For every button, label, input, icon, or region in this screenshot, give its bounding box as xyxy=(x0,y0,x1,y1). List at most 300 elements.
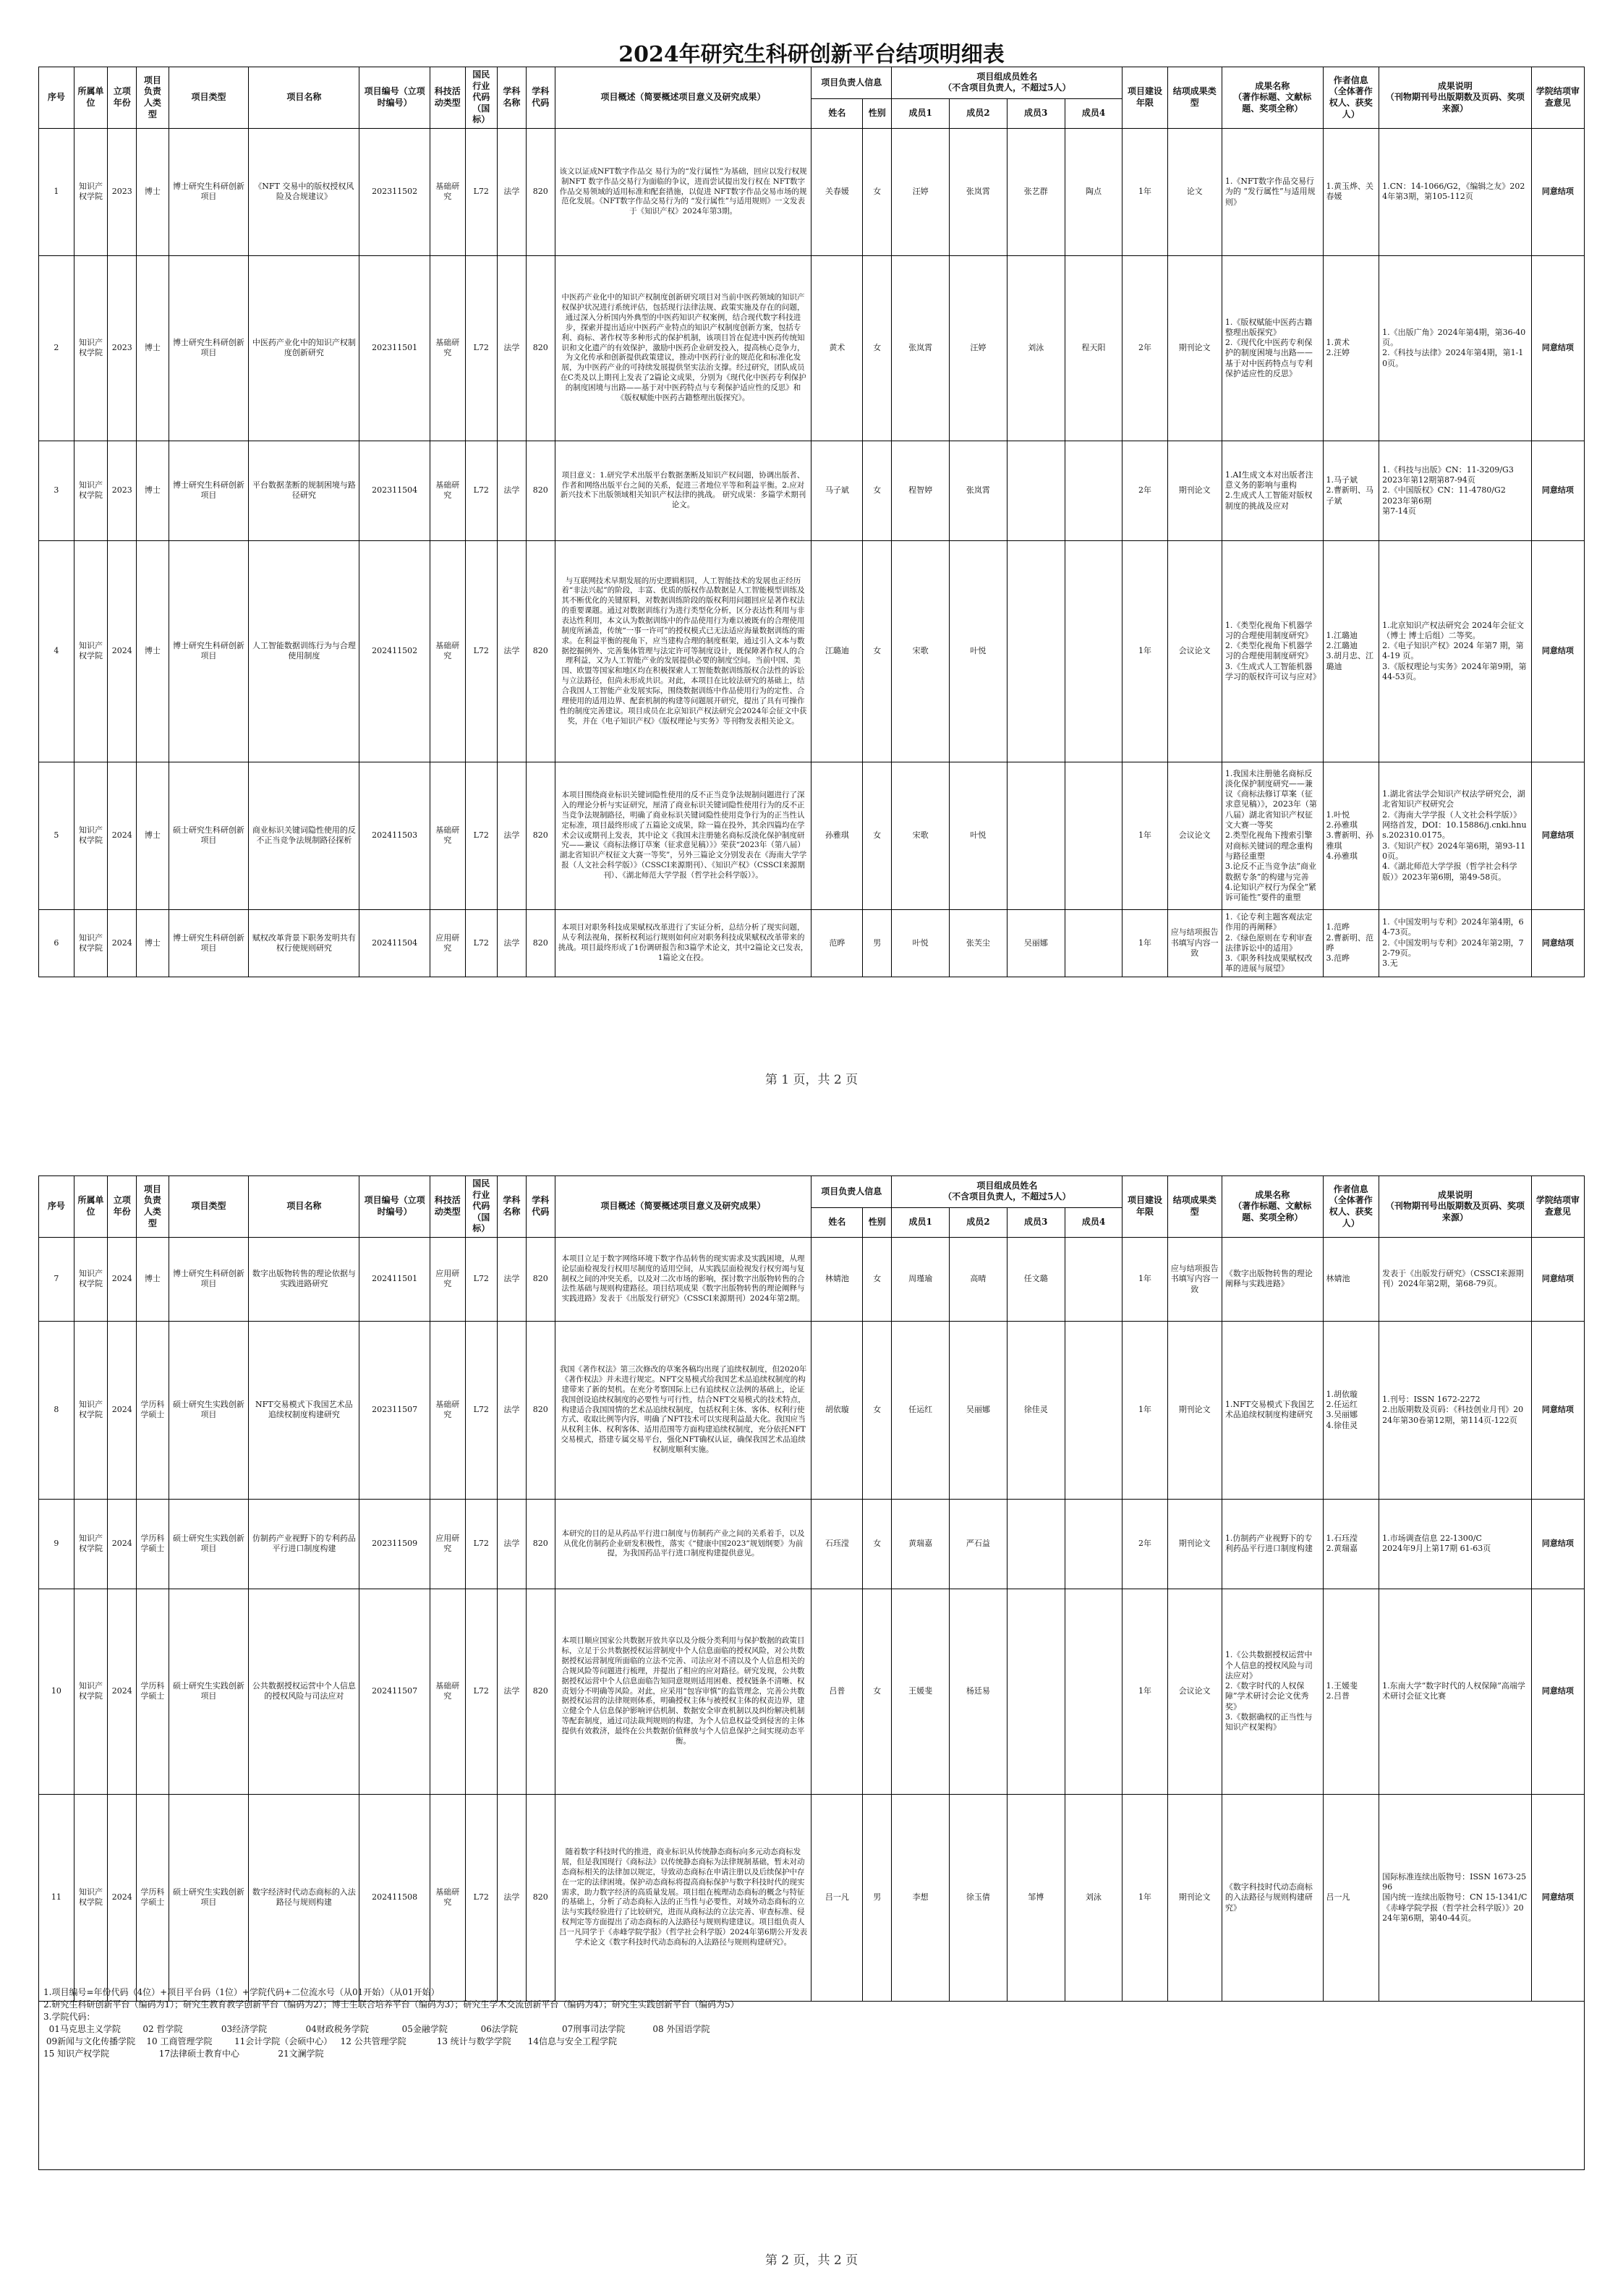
member-2-cell: 高晴 xyxy=(950,1237,1008,1321)
result-type-cell: 期刊论文 xyxy=(1167,1321,1222,1499)
member-2-cell: 张岚霄 xyxy=(950,128,1008,255)
unit-cell: 知识产权学院 xyxy=(74,1794,108,2001)
national-code-cell: L72 xyxy=(465,1237,497,1321)
period-cell: 1年 xyxy=(1123,1589,1167,1794)
header-project-code: 项目编号（立项时编号） xyxy=(359,1176,430,1238)
header-leader-info: 项目负责人信息 xyxy=(812,67,892,99)
project-code-cell: 202411502 xyxy=(359,540,430,762)
project-code-cell: 202311502 xyxy=(359,128,430,255)
member-3-cell xyxy=(1007,441,1065,540)
member-4-cell xyxy=(1065,1321,1123,1499)
member-3-cell: 任文璐 xyxy=(1007,1237,1065,1321)
member-3-cell: 张艺群 xyxy=(1007,128,1065,255)
project-type-cell: 博士研究生科研创新项目 xyxy=(169,441,249,540)
table-row xyxy=(39,441,1585,540)
member-4-cell: 刘泳 xyxy=(1065,1794,1123,2001)
result-type-cell: 期刊论文 xyxy=(1167,1794,1222,2001)
project-type-cell: 硕士研究生实践创新项目 xyxy=(169,1794,249,2001)
member-1-cell: 任运红 xyxy=(892,1321,950,1499)
page-number-1: 第 1 页，共 2 页 xyxy=(764,1073,859,1087)
header-author: 作者信息 （全体著作权人、获奖人） xyxy=(1323,67,1379,129)
gender-cell: 男 xyxy=(863,909,892,977)
seq-cell: 6 xyxy=(39,909,74,977)
subject-code-cell: 820 xyxy=(526,1237,555,1321)
header-period: 项目建设年限 xyxy=(1123,1176,1167,1238)
seq-cell: 9 xyxy=(39,1499,74,1589)
summary-cell: 本项目立足于数字网络环境下数字作品转售的现实需求及实践困境，从理论层面检视发行权用尽制度的适用空间，从实践层面检视发行权穷竭与复制权之间的冲突关系，以及对二次市场的影响，探讨数字出版物转售的合法性基础与规则构建路径。项目结项成果《数字出版物转售的理论阐释与实践进路》发表于《出版发行研究》（CSSCI来源期刊）2024年第2期。 xyxy=(555,1237,812,1321)
summary-cell: 项目意义：1.研究学术出版平台数据垄断及知识产权问题，协调出版者、作者和网络出版平台之间的关系，促进三者地位平等和利益平衡。2.应对新兴技术下出版领域相关知识产权法律的挑战。 研究成果：多篇学术期刊论文。 xyxy=(555,441,812,540)
research-type-cell: 基础研究 xyxy=(430,1794,465,2001)
year-cell: 2024 xyxy=(108,1794,137,2001)
gender-cell: 男 xyxy=(863,1794,892,2001)
member-3-cell: 刘泳 xyxy=(1007,255,1065,441)
header-leader-type: 项目负责人类型 xyxy=(137,1176,169,1238)
member-3-cell: 吴丽娜 xyxy=(1007,909,1065,977)
subject-code-cell: 820 xyxy=(526,762,555,909)
year-cell: 2024 xyxy=(108,1589,137,1794)
leader-type-cell: 博士 xyxy=(137,540,169,762)
member-3-cell xyxy=(1007,762,1065,909)
period-cell: 1年 xyxy=(1123,1794,1167,2001)
author-cell: 1.黄玉烨、关春媛 xyxy=(1323,128,1379,255)
table-row xyxy=(39,1589,1585,1794)
review-cell: 同意结项 xyxy=(1531,1237,1584,1321)
national-code-cell: L72 xyxy=(465,1794,497,2001)
summary-cell: 本项目顺应国家公共数据开放共享以及分级分类利用与保护数据的政策目标，立足于公共数据授权运营制度中个人信息面临的授权风险，对公共数据授权运营制度所面临的立法不完善、司法应对不清以及个人信息相关的合规风险等问题进行梳理，并提出了相应的应对路径。研究发现，公共数据授权运营中个人信息面临告知同意规则适用困难、授权链条不清晰、权责划分不明确等风险。对此，应采用“包容审慎”的监管理念，完善公共数据授权运营的法律规则体系，明确授权主体与被授权主体的权责边界，建立健全个人信息保护影响评估机制、数据安全审查机制以及纠纷解决机制等配套制度，通过司法裁判规则的构建，为个人信息权益受到侵害的主体提供有效救济，最终在公共数据价值释放与个人信息保护之间实现动态平衡。 xyxy=(555,1589,812,1794)
subject-code-cell: 820 xyxy=(526,255,555,441)
member-2-cell: 叶悦 xyxy=(950,762,1008,909)
leader-type-cell: 学历科学硕士 xyxy=(137,1499,169,1589)
review-cell: 同意结项 xyxy=(1531,1321,1584,1499)
subject-name-cell: 法学 xyxy=(497,762,526,909)
table-page-2 xyxy=(38,1175,1585,2002)
national-code-cell: L72 xyxy=(465,1589,497,1794)
research-type-cell: 基础研究 xyxy=(430,128,465,255)
subject-code-cell: 820 xyxy=(526,1321,555,1499)
notes-box: 1.项目编号=年份代码（4位）+项目平台码（1位）+学院代码+二位流水号（从01开始）（从01开始） 2.研究生科研创新平台（编码为1）；研究生教育教学创新平台（编码为2）；博士生联合培养平台（编码为3）；研究生学术交流创新平台（编码为4）；研究生实践创新平台（编码为5） 3.学院代码： 01马克思主义学院 02 哲学院 03经济学院 04财政税务学院 05金融学院 06法学院 07刑事司法学院 08 外国语学院 09新闻与文化传播学院 10 工商管理学院 11会计学院（会硕中心） 12 公共管理学院 13 统计与数学学院 14信息与安全工程学院 15 知识产权学院 17法律硕士教育中心 21文澜学院 xyxy=(38,1981,1585,2170)
header-year: 立项年份 xyxy=(108,1176,137,1238)
national-code-cell: L72 xyxy=(465,128,497,255)
leader-type-cell: 博士 xyxy=(137,441,169,540)
project-type-cell: 硕士研究生实践创新项目 xyxy=(169,1321,249,1499)
subject-code-cell: 820 xyxy=(526,909,555,977)
project-code-cell: 202311509 xyxy=(359,1499,430,1589)
period-cell: 1年 xyxy=(1123,128,1167,255)
header-member-4: 成员4 xyxy=(1065,1207,1123,1237)
header-national-code: 国民行业代码（国标） xyxy=(465,1176,497,1238)
result-name-cell: 1.《NFT数字作品交易行为的 “发行属性”与适用规则》 xyxy=(1222,128,1323,255)
result-type-cell: 会议论文 xyxy=(1167,540,1222,762)
member-1-cell: 王媛斐 xyxy=(892,1589,950,1794)
header-year: 立项年份 xyxy=(108,67,137,129)
summary-cell: 本项目围绕商业标识关键词隐性使用的反不正当竞争法规制问题进行了深入的理论分析与实证研究，厘清了商业标识关键词隐性使用行为的反不正当竞争法规制路径，明确了商业标识关键词隐性使用竞争行为的正当性认定标准，项目最终形成了五篇论文成果，除一篇在投外，其余四篇均在学术会议或期刊上发表，其中论文《我国未注册驰名商标反淡化保护制度研究——兼议《商标法修订草案（征求意见稿）》》荣获“2023年（第八届）湖北省知识产权征文大赛一等奖”，另外三篇论文分别发表在《海南大学学报（人文社会科学版）》（CSSCI来源期刊）、《知识产权》（CSSCI来源期刊）、《湖北师范大学学报（哲学社会科学版）》。 xyxy=(555,762,812,909)
member-2-cell: 徐玉倩 xyxy=(950,1794,1008,2001)
result-name-cell: 1.AI生成文本对出版者注意义务的影响与重构 2.生成式人工智能对版权制度的挑战及应对 xyxy=(1222,441,1323,540)
result-name-cell: 1.仿制药产业视野下的专利药品平行进口制度构建 xyxy=(1222,1499,1323,1589)
project-type-cell: 硕士研究生实践创新项目 xyxy=(169,1499,249,1589)
table-row xyxy=(39,1237,1585,1321)
research-type-cell: 基础研究 xyxy=(430,1589,465,1794)
subject-name-cell: 法学 xyxy=(497,255,526,441)
unit-cell: 知识产权学院 xyxy=(74,255,108,441)
gender-cell: 女 xyxy=(863,1321,892,1499)
table-row xyxy=(39,1794,1585,2001)
period-cell: 2年 xyxy=(1123,441,1167,540)
header-result-name: 成果名称 （著作标题、文献标题、奖项全称） xyxy=(1222,67,1323,129)
header-project-code: 项目编号（立项时编号） xyxy=(359,67,430,129)
author-cell: 1.黄术 2.汪婷 xyxy=(1323,255,1379,441)
table-page-1 xyxy=(38,67,1585,977)
member-1-cell: 黄瑞嘉 xyxy=(892,1499,950,1589)
seq-cell: 5 xyxy=(39,762,74,909)
leader-name-cell: 吕普 xyxy=(812,1589,863,1794)
header-result-note: 成果说明 （刊物期刊号出版期数及页码、奖项来源） xyxy=(1379,1176,1532,1238)
national-code-cell: L72 xyxy=(465,1499,497,1589)
member-4-cell xyxy=(1065,1237,1123,1321)
member-3-cell: 徐佳灵 xyxy=(1007,1321,1065,1499)
table-row xyxy=(39,1321,1585,1499)
header-subject-code: 学科代码 xyxy=(526,67,555,129)
leader-name-cell: 黄术 xyxy=(812,255,863,441)
summary-cell: 本研究的目的是从药品平行进口制度与仿制药产业之间的关系着手，以及从优化仿制药企业研发积极性，落实《“健康中国2023”规划纲要》为前提，为我国药品平行进口制度构建提供意见。 xyxy=(555,1499,812,1589)
project-type-cell: 博士研究生科研创新项目 xyxy=(169,128,249,255)
project-name-cell: 中医药产业化中的知识产权制度创新研究 xyxy=(249,255,359,441)
project-name-cell: 仿制药产业视野下的专利药品平行进口制度构建 xyxy=(249,1499,359,1589)
header-project-type: 项目类型 xyxy=(169,67,249,129)
summary-cell: 随着数字科技时代的推进，商业标识从传统静态商标向多元动态商标发展，但是我国现行《商标法》以传统静态商标为法律规制基础，暂未对动态商标相关的法律加以规定，导致动态商标在申请注册以及后续保护中存在一定的法律困境。保护动态商标将提高商标保护与数字科技时代的现实需求，助力数字经济的高质量发展。项目组在梳理动态商标的概念与特征的基础上，分析了动态商标入法的正当性与必要性，对域外动态商标的立法与实践经验进行了比较研究，进而从商标法的立法完善、审查标准、侵权判定等方面提出了动态商标的入法路径与规则构建建议。项目组负责人吕一凡同学于《赤峰学院学报》（哲学社会科学版）2024年第6期公开发表学术论文《数字科技时代动态商标的入法路径与规则构建研究》。 xyxy=(555,1794,812,2001)
year-cell: 2024 xyxy=(108,1321,137,1499)
header-leader-type: 项目负责人类型 xyxy=(137,67,169,129)
header-result-type: 结项成果类型 xyxy=(1167,1176,1222,1238)
review-cell: 同意结项 xyxy=(1531,1794,1584,2001)
period-cell: 1年 xyxy=(1123,1321,1167,1499)
result-note-cell: 国际标准连续出版物号：ISSN 1673-2596 国内统一连续出版物号：CN 15-1341/C 《赤峰学院学报（哲学社会科学版）》2024年第6期，第40-44页。 xyxy=(1379,1794,1532,2001)
project-code-cell: 202411508 xyxy=(359,1794,430,2001)
year-cell: 2024 xyxy=(108,909,137,977)
summary-cell: 与互联网技术早期发展的历史逻辑相同，人工智能技术的发展也正经历着“非法兴起”的阶段，丰富、优质的版权作品数据是人工智能模型训练及其不断优化的关键原料，对数据训练阶段的版权利用问题回应是著作权法的重要课题。通过对数据训练行为进行类型化分析，区分表达性利用与非表达性利用，本文认为数据训练中的作品使用行为难以被既有的合理使用制度所涵盖，传统“一事一许可”的授权模式已无法适应海量数据训练的需求。在利益平衡的视角下，应当建构合理的制度框架，通过引入文本与数据挖掘例外、完善集体管理与法定许可等制度设计，既保障著作权人的合理利益，又为人工智能产业的发展提供必要的制度空间。当前中国、美国、欧盟等国家和地区均在积极探索人工智能数据训练版权合法性的诉讼与立法路径，但尚未形成共识。对此，本项目在比较法研究的基础上，结合我国人工智能产业发展实际，围绕数据训练中作品使用行为的定性、合理使用的适用边界、配套机制的构建等问题展开研究，提出了具有可操作性的制度完善建议。项目成员在北京知识产权法研究会2024年会征文中获奖，并在《电子知识产权》《版权理论与实务》等刊物发表相关论文。 xyxy=(555,540,812,762)
author-cell: 1.王媛斐 2.吕普 xyxy=(1323,1589,1379,1794)
unit-cell: 知识产权学院 xyxy=(74,540,108,762)
seq-cell: 4 xyxy=(39,540,74,762)
result-type-cell: 期刊论文 xyxy=(1167,255,1222,441)
member-2-cell: 吴丽娜 xyxy=(950,1321,1008,1499)
national-code-cell: L72 xyxy=(465,255,497,441)
member-4-cell xyxy=(1065,762,1123,909)
period-cell: 2年 xyxy=(1123,1499,1167,1589)
header-member-3: 成员3 xyxy=(1007,98,1065,128)
page-title: 2024年研究生科研创新平台结项明细表 xyxy=(618,42,1005,67)
result-name-cell: 1.NFT交易模式下我国艺术品追续权制度构建研究 xyxy=(1222,1321,1323,1499)
project-name-cell: 人工智能数据训练行为与合理使用制度 xyxy=(249,540,359,762)
subject-name-cell: 法学 xyxy=(497,1499,526,1589)
unit-cell: 知识产权学院 xyxy=(74,762,108,909)
year-cell: 2023 xyxy=(108,128,137,255)
header-seq: 序号 xyxy=(39,67,74,129)
member-1-cell: 宋歌 xyxy=(892,762,950,909)
result-type-cell: 期刊论文 xyxy=(1167,1499,1222,1589)
summary-cell: 本项目对职务科技成果赋权改革进行了实证分析，总结分析了现实问题，从专利法视角，探析权利运行规则如何应对职务科技成果赋权改革带来的挑战。项目最终形成了1份调研报告和3篇学术论文，其中2篇论文已发表，1篇论文在投。 xyxy=(555,909,812,977)
leader-name-cell: 林婧池 xyxy=(812,1237,863,1321)
leader-type-cell: 博士 xyxy=(137,255,169,441)
review-cell: 同意结项 xyxy=(1531,909,1584,977)
project-type-cell: 博士研究生科研创新项目 xyxy=(169,255,249,441)
result-note-cell: 1.《出版广角》2024年第4期，第36-40页。 2.《科技与法律》2024年第4期，第1-10页。 xyxy=(1379,255,1532,441)
result-name-cell: 1.《公共数据授权运营中个人信息的授权风险与司法应对》 2.《数字时代的人权保障”学术研讨会论文优秀奖》 3.《数据确权的正当性与知识产权架构》 xyxy=(1222,1589,1323,1794)
review-cell: 同意结项 xyxy=(1531,1589,1584,1794)
leader-type-cell: 博士 xyxy=(137,128,169,255)
member-3-cell xyxy=(1007,1589,1065,1794)
project-name-cell: 平台数据垄断的规制困境与路径研究 xyxy=(249,441,359,540)
header-member-1: 成员1 xyxy=(892,1207,950,1237)
header-members: 项目组成员姓名 （不含项目负责人，不超过5人） xyxy=(892,1176,1123,1208)
header-review: 学院结项审查意见 xyxy=(1531,67,1584,129)
subject-name-cell: 法学 xyxy=(497,1794,526,2001)
author-cell: 1.叶悦 2.孙雅琪 3.曹新明、孙雅琪 4.孙雅琪 xyxy=(1323,762,1379,909)
subject-code-cell: 820 xyxy=(526,1589,555,1794)
project-type-cell: 硕士研究生科研创新项目 xyxy=(169,762,249,909)
header-member-2: 成员2 xyxy=(950,1207,1008,1237)
research-type-cell: 应用研究 xyxy=(430,1237,465,1321)
member-1-cell: 程智婷 xyxy=(892,441,950,540)
member-4-cell: 陶点 xyxy=(1065,128,1123,255)
project-code-cell: 202411501 xyxy=(359,1237,430,1321)
gender-cell: 女 xyxy=(863,255,892,441)
result-type-cell: 应与结项报告书填写内容一致 xyxy=(1167,909,1222,977)
unit-cell: 知识产权学院 xyxy=(74,1237,108,1321)
seq-cell: 10 xyxy=(39,1589,74,1794)
research-type-cell: 应用研究 xyxy=(430,1499,465,1589)
research-type-cell: 应用研究 xyxy=(430,909,465,977)
member-3-cell xyxy=(1007,1499,1065,1589)
member-1-cell: 汪婷 xyxy=(892,128,950,255)
project-type-cell: 硕士研究生实践创新项目 xyxy=(169,1589,249,1794)
header-leader-info: 项目负责人信息 xyxy=(812,1176,892,1208)
leader-type-cell: 学历科学硕士 xyxy=(137,1321,169,1499)
header-result-name: 成果名称 （著作标题、文献标题、奖项全称） xyxy=(1222,1176,1323,1238)
review-cell: 同意结项 xyxy=(1531,540,1584,762)
leader-type-cell: 博士 xyxy=(137,909,169,977)
gender-cell: 女 xyxy=(863,762,892,909)
national-code-cell: L72 xyxy=(465,1321,497,1499)
header-member-2: 成员2 xyxy=(950,98,1008,128)
project-name-cell: 数字经济时代动态商标的入法路径与规则构建 xyxy=(249,1794,359,2001)
member-3-cell xyxy=(1007,540,1065,762)
period-cell: 2年 xyxy=(1123,255,1167,441)
result-note-cell: 1.CN：14-1066/G2，《编辑之友》2024年第3期，第105-112页 xyxy=(1379,128,1532,255)
subject-name-cell: 法学 xyxy=(497,441,526,540)
project-code-cell: 202311507 xyxy=(359,1321,430,1499)
unit-cell: 知识产权学院 xyxy=(74,1321,108,1499)
leader-name-cell: 江璐迪 xyxy=(812,540,863,762)
result-type-cell: 应与结项报告书填写内容一致 xyxy=(1167,1237,1222,1321)
project-name-cell: NFT交易模式下我国艺术品追续权制度构建研究 xyxy=(249,1321,359,1499)
member-2-cell: 严石益 xyxy=(950,1499,1008,1589)
seq-cell: 3 xyxy=(39,441,74,540)
header-subject-code: 学科代码 xyxy=(526,1176,555,1238)
subject-code-cell: 820 xyxy=(526,441,555,540)
header-name: 姓名 xyxy=(812,98,863,128)
header-summary: 项目概述（简要概述项目意义及研究成果） xyxy=(555,1176,812,1238)
table-row xyxy=(39,540,1585,762)
leader-type-cell: 博士 xyxy=(137,1237,169,1321)
member-1-cell: 张岚霄 xyxy=(892,255,950,441)
national-code-cell: L72 xyxy=(465,909,497,977)
header-project-name: 项目名称 xyxy=(249,1176,359,1238)
project-name-cell: 《NFT 交易中的版权授权风险及合规建议》 xyxy=(249,128,359,255)
header-unit: 所属单位 xyxy=(74,1176,108,1238)
result-note-cell: 1.北京知识产权法研究会 2024年会征文（博士 博士后组）二等奖。 2.《电子知识产权》2024 年第7 期，第 4-19 页。 3.《版权理论与实务》2024年第9期，第44-53页。 xyxy=(1379,540,1532,762)
member-4-cell xyxy=(1065,909,1123,977)
leader-name-cell: 胡依璇 xyxy=(812,1321,863,1499)
header-author: 作者信息 （全体著作权人、获奖人） xyxy=(1323,1176,1379,1238)
subject-name-cell: 法学 xyxy=(497,540,526,762)
subject-name-cell: 法学 xyxy=(497,1237,526,1321)
research-type-cell: 基础研究 xyxy=(430,762,465,909)
header-research-type: 科技活动类型 xyxy=(430,67,465,129)
review-cell: 同意结项 xyxy=(1531,255,1584,441)
research-type-cell: 基础研究 xyxy=(430,255,465,441)
header-subject-name: 学科名称 xyxy=(497,67,526,129)
header-result-note: 成果说明 （刊物期刊号出版期数及页码、奖项来源） xyxy=(1379,67,1532,129)
result-type-cell: 论文 xyxy=(1167,128,1222,255)
member-1-cell: 李想 xyxy=(892,1794,950,2001)
leader-name-cell: 石珏滢 xyxy=(812,1499,863,1589)
table-row xyxy=(39,128,1585,255)
member-4-cell xyxy=(1065,1589,1123,1794)
seq-cell: 2 xyxy=(39,255,74,441)
year-cell: 2023 xyxy=(108,441,137,540)
subject-name-cell: 法学 xyxy=(497,909,526,977)
page-number-2: 第 2 页，共 2 页 xyxy=(764,2253,859,2268)
leader-name-cell: 关春媛 xyxy=(812,128,863,255)
header-unit: 所属单位 xyxy=(74,67,108,129)
national-code-cell: L72 xyxy=(465,441,497,540)
period-cell: 1年 xyxy=(1123,762,1167,909)
year-cell: 2024 xyxy=(108,1499,137,1589)
project-code-cell: 202311501 xyxy=(359,255,430,441)
author-cell: 吕一凡 xyxy=(1323,1794,1379,2001)
subject-name-cell: 法学 xyxy=(497,1321,526,1499)
unit-cell: 知识产权学院 xyxy=(74,909,108,977)
summary-cell: 中医药产业化中的知识产权制度创新研究项目对当前中医药领域的知识产权保护状况进行系统评估，包括现行法律法规、政策实施及存在的问题，通过深入分析国内外典型的中医药知识产权案例，结合现代数字科技进步，探索并提出适应中医药产业特点的知识产权制度创新方案，包括专利、商标、著作权等多种形式的保护机制，该项目旨在促进中医药传统知识和文化遗产的有效保护，激励中医药企业研发投入，提高核心竞争力，为文化传承和创新提供政策建议，推动中医药行业的规范化和标准化发展，为中医药产业的可持续发展提供坚实法治支撑。经过研究，团队成员在C类及以上期刊上发表了2篇论文成果，分别为《现代化中医药专利保护的制度困境与出路——基于对中医药特点与专利保护适应性的反思》和《版权赋能中医药古籍整理出版探究》。 xyxy=(555,255,812,441)
header-member-3: 成员3 xyxy=(1007,1207,1065,1237)
header-project-name: 项目名称 xyxy=(249,67,359,129)
project-code-cell: 202411503 xyxy=(359,762,430,909)
project-name-cell: 数字出版物转售的理论依据与实践进路研究 xyxy=(249,1237,359,1321)
gender-cell: 女 xyxy=(863,1499,892,1589)
member-1-cell: 叶悦 xyxy=(892,909,950,977)
header-subject-name: 学科名称 xyxy=(497,1176,526,1238)
member-3-cell: 邹博 xyxy=(1007,1794,1065,2001)
national-code-cell: L72 xyxy=(465,762,497,909)
period-cell: 1年 xyxy=(1123,909,1167,977)
project-name-cell: 公共数据授权运营中个人信息的授权风险与司法应对 xyxy=(249,1589,359,1794)
author-cell: 1.胡依璇 2.任运红 3.吴丽娜 4.徐佳灵 xyxy=(1323,1321,1379,1499)
subject-name-cell: 法学 xyxy=(497,1589,526,1794)
gender-cell: 女 xyxy=(863,128,892,255)
result-note-cell: 1.刊号：ISSN 1672-2272 2.出版期数及页码：《科技创业月刊》2024年第30卷第12期，第114页-122页 xyxy=(1379,1321,1532,1499)
table-row xyxy=(39,909,1585,977)
result-name-cell: 《数字出版物转售的理论阐释与实践进路》 xyxy=(1222,1237,1323,1321)
header-project-type: 项目类型 xyxy=(169,1176,249,1238)
result-name-cell: 1.《版权赋能中医药古籍整理出版探究》 2.《现代化中医药专利保护的制度困境与出路——基于对中医药特点与专利保护适应性的反思》 xyxy=(1222,255,1323,441)
member-1-cell: 宋歌 xyxy=(892,540,950,762)
leader-name-cell: 孙雅琪 xyxy=(812,762,863,909)
year-cell: 2023 xyxy=(108,255,137,441)
research-type-cell: 基础研究 xyxy=(430,1321,465,1499)
project-code-cell: 202311504 xyxy=(359,441,430,540)
project-type-cell: 博士研究生科研创新项目 xyxy=(169,1237,249,1321)
subject-code-cell: 820 xyxy=(526,128,555,255)
subject-code-cell: 820 xyxy=(526,1499,555,1589)
member-2-cell: 叶悦 xyxy=(950,540,1008,762)
leader-type-cell: 博士 xyxy=(137,762,169,909)
result-name-cell: 1.我国未注册驰名商标反淡化保护制度研究——兼议《商标法修订草案（征求意见稿）》，2023年（第八届）湖北省知识产权征文大赛一等奖 2.类型化视角下搜索引擎对商标关键词的理念重构与路径重塑 3.论反不正当竞争法“商业数据专条”的构建与完善 4.论知识产权行为保全“紧诉可能性”要件的重塑 xyxy=(1222,762,1323,909)
project-name-cell: 商业标识关键词隐性使用的反不正当竞争法规制路径探析 xyxy=(249,762,359,909)
member-4-cell xyxy=(1065,1499,1123,1589)
member-2-cell: 杨廷易 xyxy=(950,1589,1008,1794)
research-type-cell: 基础研究 xyxy=(430,540,465,762)
gender-cell: 女 xyxy=(863,441,892,540)
header-name: 姓名 xyxy=(812,1207,863,1237)
header-summary: 项目概述（简要概述项目意义及研究成果） xyxy=(555,67,812,129)
author-cell: 1.江璐迪 2.江璐迪 3.胡月忠、江璐迪 xyxy=(1323,540,1379,762)
gender-cell: 女 xyxy=(863,1589,892,1794)
member-4-cell: 程天阳 xyxy=(1065,255,1123,441)
project-name-cell: 赋权改革背景下职务发明共有权行使规则研究 xyxy=(249,909,359,977)
result-note-cell: 1.东南大学“数字时代的人权保障”高端学术研讨会征文比赛 xyxy=(1379,1589,1532,1794)
table-row xyxy=(39,1499,1585,1589)
leader-name-cell: 范晔 xyxy=(812,909,863,977)
subject-code-cell: 820 xyxy=(526,540,555,762)
review-cell: 同意结项 xyxy=(1531,1499,1584,1589)
review-cell: 同意结项 xyxy=(1531,762,1584,909)
header-gender: 性别 xyxy=(863,98,892,128)
seq-cell: 1 xyxy=(39,128,74,255)
member-4-cell xyxy=(1065,441,1123,540)
review-cell: 同意结项 xyxy=(1531,441,1584,540)
author-cell: 1.石珏滢 2.黄瑞嘉 xyxy=(1323,1499,1379,1589)
member-2-cell: 汪婷 xyxy=(950,255,1008,441)
unit-cell: 知识产权学院 xyxy=(74,441,108,540)
national-code-cell: L72 xyxy=(465,540,497,762)
leader-type-cell: 学历科学硕士 xyxy=(137,1794,169,2001)
member-2-cell: 张芙尘 xyxy=(950,909,1008,977)
gender-cell: 女 xyxy=(863,1237,892,1321)
project-code-cell: 202411504 xyxy=(359,909,430,977)
gender-cell: 女 xyxy=(863,540,892,762)
result-type-cell: 会议论文 xyxy=(1167,762,1222,909)
summary-cell: 该文以证成NFT数字作品交 易行为的“发行属性”为基础，回应以发行权规制NFT 数字作品交易行为面临的争议，进而尝试提出发行权在 NFT数字作品交易领域的适用标准和配套措施，以促进 NFT数字作品交易市场的规范化发展。《NFT数字作品交易行为的 “发行属性”与适用规则》一文发表于《知识产权》2024年第3期。 xyxy=(555,128,812,255)
period-cell: 1年 xyxy=(1123,540,1167,762)
member-1-cell: 周瑾瑜 xyxy=(892,1237,950,1321)
project-code-cell: 202411507 xyxy=(359,1589,430,1794)
result-note-cell: 1.湖北省法学会知识产权法学研究会，湖北省知识产权研究会 2.《海南大学学报（人文社会科学版）》网络首发，DOI：10.15886/j.cnki.hnus.202310.0175。 3.《知识产权》2024年第6期，第93-110页。 4.《湖北师范大学学报（哲学社会科学版）》2023年第6期，第49-58页。 xyxy=(1379,762,1532,909)
unit-cell: 知识产权学院 xyxy=(74,128,108,255)
table-row xyxy=(39,762,1585,909)
header-gender: 性别 xyxy=(863,1207,892,1237)
year-cell: 2024 xyxy=(108,540,137,762)
result-note-cell: 1.《中国发明与专利》2024年第4期，64-73页。 2.《中国发明与专利》2024年第2期，72-79页。 3.无 xyxy=(1379,909,1532,977)
year-cell: 2024 xyxy=(108,762,137,909)
result-name-cell: 1.《论专利主题客观法定作用的再阐释》 2.《绿色原则在专利审查法律诉讼中的适用》 3.《职务科技成果赋权改革的进展与展望》 xyxy=(1222,909,1323,977)
member-2-cell: 张岚霄 xyxy=(950,441,1008,540)
author-cell: 1.马子斌 2.曹新明、马子斌 xyxy=(1323,441,1379,540)
result-name-cell: 《数字科技时代动态商标的入法路径与规则构建研究》 xyxy=(1222,1794,1323,2001)
header-members: 项目组成员姓名 （不含项目负责人，不超过5人） xyxy=(892,67,1123,99)
result-note-cell: 1.《科技与出版》CN：11-3209/G3 2023年第12期第87-94页 2.《中国版权》CN：11-4780/G2 2023年第6期 第7-14页 xyxy=(1379,441,1532,540)
seq-cell: 8 xyxy=(39,1321,74,1499)
